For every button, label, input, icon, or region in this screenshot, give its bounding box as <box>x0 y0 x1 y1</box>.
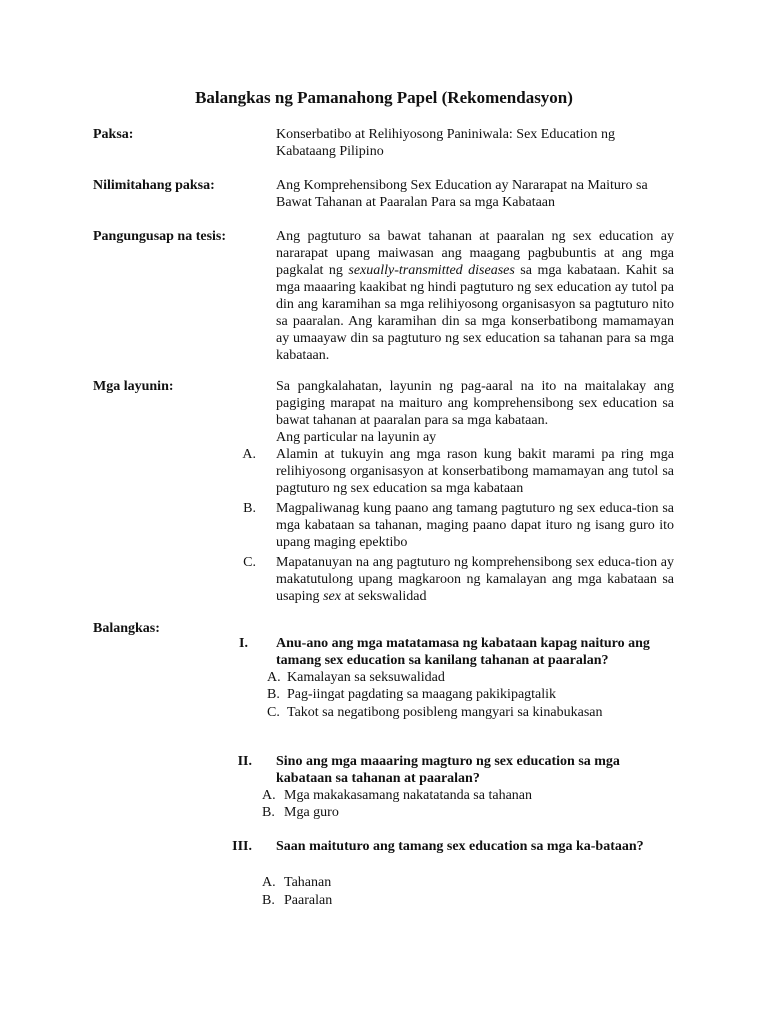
outline-sub-text: Paaralan <box>284 893 333 908</box>
outline-sub-text: Mga makakasamang nakatatanda sa tahanan <box>284 788 533 803</box>
outline-question: Saan maituturo ang tamang sex education sa mga ka-bataan? <box>276 839 644 854</box>
outline-sub-item <box>267 704 603 721</box>
tesis-text-part2: sa mga kabataan. Kahit sa mga maaaring kaakibat ng hindi pagtuturo ng sex education ay tutol pa din ang karamihan sa mga relihiyosong organisasyon sa pagtuturo nito sa paaralan. Ang karamihan din sa mga konserbatibong mamamayan ay umaayaw din sa pagtuturo ng sex education sa tahanan para sa mga kabataan. <box>276 263 674 363</box>
outline-sub-marker: B. <box>262 893 275 908</box>
layunin-item-marker: C. <box>243 555 256 570</box>
layunin-item: Magpaliwanag kung paano ang tamang pagtuturo ng sex educa-tion sa mga kabataan sa tahanan, maging paano dapat ituro ng isang guro ito upang maging epektibo <box>276 501 674 550</box>
outline-numeral: II. <box>237 754 252 769</box>
outline-sub-item <box>262 874 331 891</box>
tesis-label: Pangungusap na tesis: <box>93 229 227 244</box>
layunin-label: Mga layunin: <box>93 379 174 394</box>
outline-sub-marker: A. <box>267 670 281 685</box>
outline-sub-marker: B. <box>262 805 275 820</box>
outline-sub-item <box>262 892 332 909</box>
balangkas-label: Balangkas: <box>93 621 160 636</box>
outline-question: Sino ang mga maaaring magturo ng sex education sa mga kabataan sa tahanan at paaralan? <box>276 754 620 786</box>
outline-sub-text: Pag-iingat pagdating sa maagang pakikipagtalik <box>287 687 557 702</box>
layunin-item-marker: B. <box>243 501 256 516</box>
paksa-value: Konserbatibo at Relihiyosong Paniniwala: Sex Education ng Kabataang Pilipino <box>276 127 616 159</box>
outline-sub-text: Kamalayan sa seksuwalidad <box>287 670 445 685</box>
layunin-item-marker: A. <box>242 447 256 462</box>
outline-sub-item <box>267 669 445 686</box>
outline-question: Anu-ano ang mga matatamasa ng kabataan kapag naituro ang tamang sex education sa kanilang tahanan at paaralan? <box>276 636 650 668</box>
outline-numeral: I. <box>239 636 248 651</box>
outline-sub-marker: A. <box>262 788 276 803</box>
outline-sub-text: Takot sa negatibong posibleng mangyari sa kinabukasan <box>287 705 603 720</box>
layunin-intro: Sa pangkalahatan, layunin ng pag-aaral na ito na maitalakay ang pagiging marapat na maituro ang komprehensibong sex education sa bawat tahanan at paaralan para sa mga kabataan. <box>276 379 674 428</box>
document-title: Balangkas ng Pamanahong Papel (Rekomendasyon) <box>195 88 573 107</box>
layunin-intro2: Ang particular na layunin ay <box>276 430 437 445</box>
outline-sub-marker: B. <box>267 687 280 702</box>
outline-sub-item <box>262 787 532 804</box>
layunin-item-c-text: Mapatanuyan na ang pagtuturo ng komprehensibong sex educa-tion ay makatutulong upang magkaroon ng kamalayan ang mga kabataan sa usaping <box>276 555 674 604</box>
outline-sub-marker: A. <box>262 875 276 890</box>
tesis-text-italic: sexually-transmitted diseases <box>348 263 515 278</box>
tesis-text-part1: Ang pagtuturo sa bawat tahanan at paaralan ng sex education ay nararapat upang maiwasan ang maagang pagbubuntis at ang mga pagkalat ng <box>276 229 674 278</box>
outline-sub-text: Mga guro <box>284 805 339 820</box>
layunin-item: Alamin at tukuyin ang mga rason kung bakit marami pa ring mga relihiyosong organisasyon at konserbatibong mamamayan ang tutol sa pagtuturo ng sex education sa mga kabataan <box>276 447 674 496</box>
layunin-item-c-italic: sex <box>323 589 341 604</box>
layunin-item-c-text-after: at sekswalidad <box>340 589 427 604</box>
outline-numeral: III. <box>232 839 252 854</box>
tesis-paragraph <box>276 228 674 364</box>
nilimitahan-value: Ang Komprehensibong Sex Education ay Nararapat na Maituro sa Bawat Tahanan at Paaralan Para sa mga Kabataan <box>276 178 648 210</box>
nilimitahan-label: Nilimitahang paksa: <box>93 178 215 193</box>
layunin-item <box>276 554 674 605</box>
outline-sub-marker: C. <box>267 705 280 720</box>
paksa-label: Paksa: <box>93 127 134 142</box>
outline-sub-item <box>267 686 556 703</box>
outline-sub-text: Tahanan <box>284 875 332 890</box>
outline-sub-item <box>262 804 339 821</box>
